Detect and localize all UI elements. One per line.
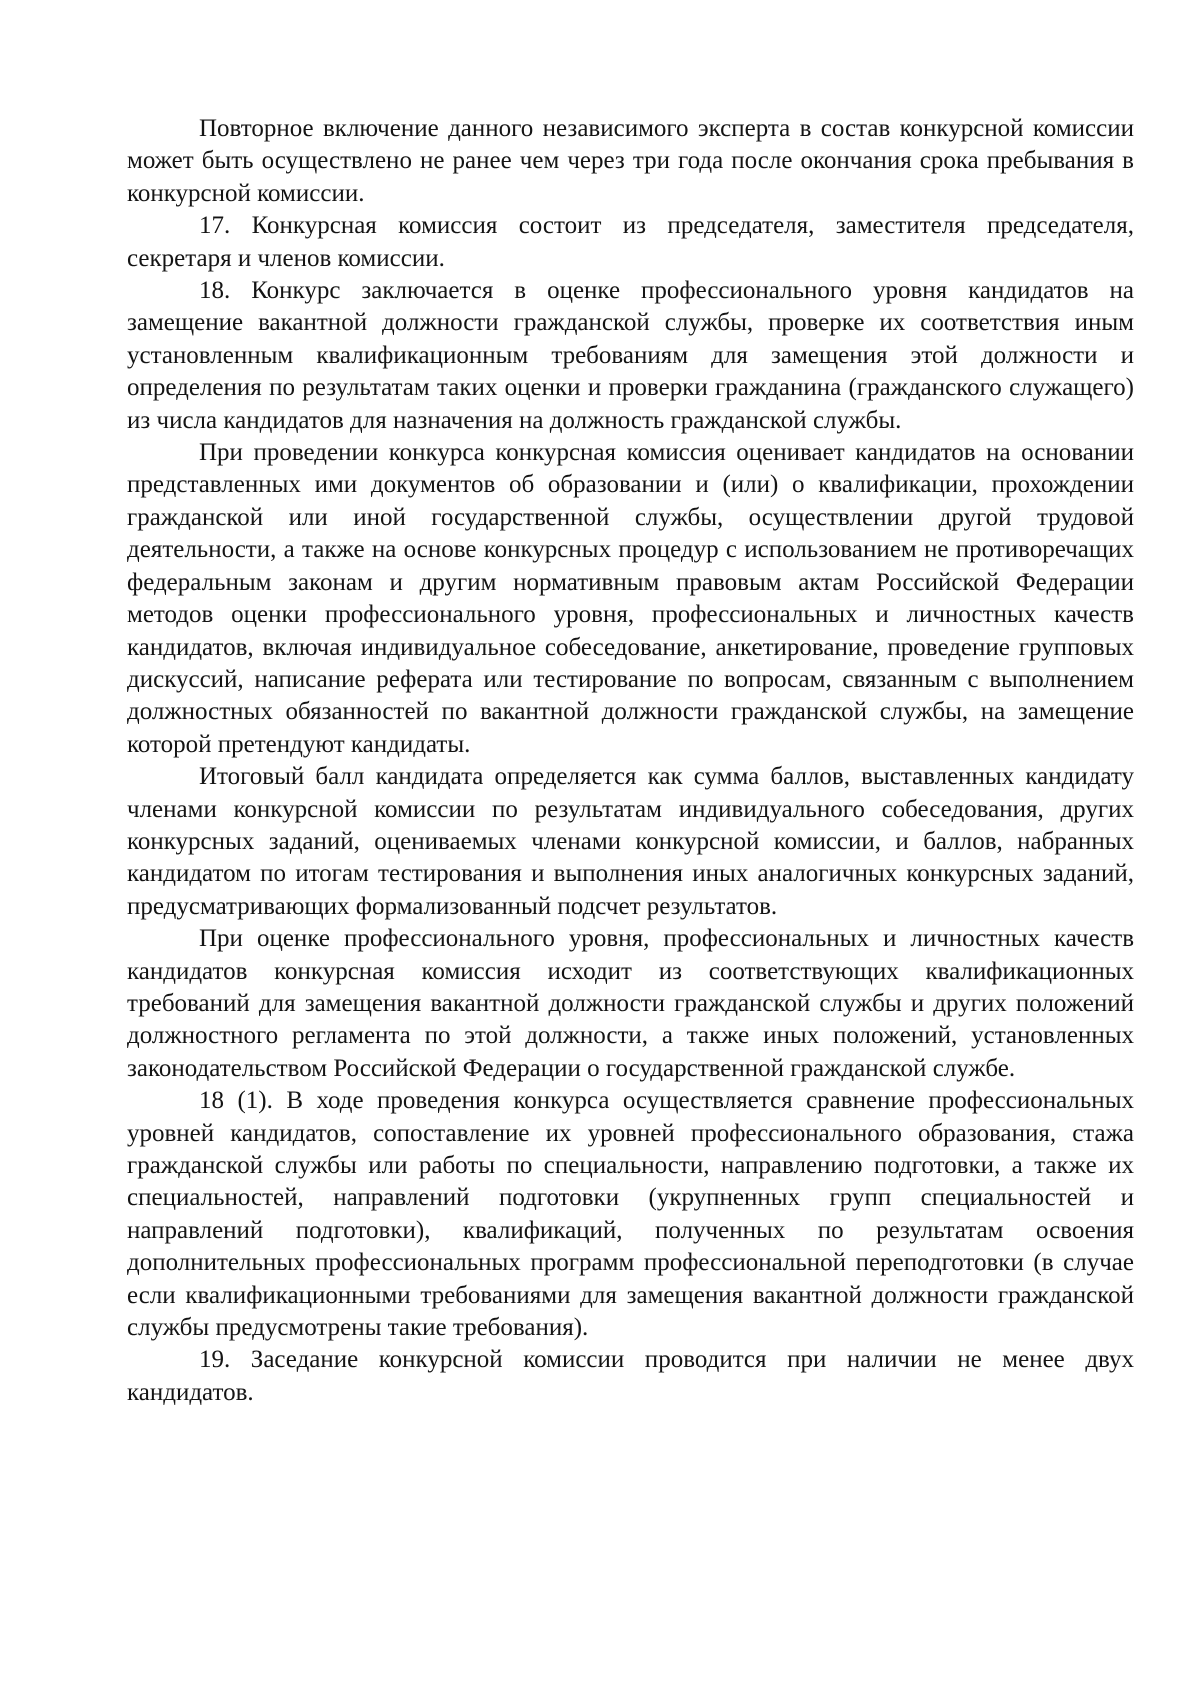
paragraph-expert-reinclusion: Повторное включение данного независимого эксперта в состав конкурсной комиссии может быть осуществлено не ранее чем через три года после окончания срока пребывания в конкурсной комиссии. — [127, 115, 1134, 207]
paragraph-18-competition-essence: 18. Конкурс заключается в оценке профессионального уровня кандидатов на замещение вакантной должности гражданской службы, проверке их соответствия иным установленным квалификационным требованиям для замещения этой должности и определения по результатам таких оценки и проверки гражданина (гражданского служащего) из числа кандидатов для назначения на должность гражданской службы. — [127, 277, 1134, 434]
document-body — [127, 113, 1134, 1409]
paragraph-evaluation-basis: При оценке профессионального уровня, профессиональных и личностных качеств кандидатов конкурсная комиссия исходит из соответствующих квалификационных требований для замещения вакантной должности гражданской службы и других положений должностного регламента по этой должности, а также иных положений, установленных законодательством Российской Федерации о государственной гражданской службе. — [127, 925, 1134, 1082]
paragraph-19-meeting-quorum: 19. Заседание конкурсной комиссии проводится при наличии не менее двух кандидатов. — [127, 1346, 1134, 1406]
paragraph-final-score: Итоговый балл кандидата определяется как сумма баллов, выставленных кандидату членами конкурсной комиссии по результатам индивидуального собеседования, других конкурсных заданий, оцениваемых членами конкурсной комиссии, и баллов, набранных кандидатом по итогам тестирования и выполнения иных аналогичных конкурсных заданий, предусматривающих формализованный подсчет результатов. — [127, 763, 1134, 920]
paragraph-17-commission-composition: 17. Конкурсная комиссия состоит из председателя, заместителя председателя, секретаря и членов комиссии. — [127, 212, 1134, 272]
paragraph-18-1-comparison: 18 (1). В ходе проведения конкурса осуществляется сравнение профессиональных уровней кандидатов, сопоставление их уровней профессионального образования, стажа гражданской службы или работы по специальности, направлению подготовки, а также их специальностей, направлений подготовки (укрупненных групп специальностей и направлений подготовки), квалификаций, полученных по результатам освоения дополнительных профессиональных программ профессиональной переподготовки (в случае если квалификационными требованиями для замещения вакантной должности гражданской службы предусмотрены такие требования). — [127, 1087, 1134, 1342]
paragraph-evaluation-methods: При проведении конкурса конкурсная комиссия оценивает кандидатов на основании представленных ими документов об образовании и (или) о квалификации, прохождении гражданской или иной государственной службы, осуществлении другой трудовой деятельности, а также на основе конкурсных процедур с использованием не противоречащих федеральным законам и другим нормативным правовым актам Российской Федерации методов оценки профессионального уровня, профессиональных и личностных качеств кандидатов, включая индивидуальное собеседование, анкетирование, проведение групповых дискуссий, написание реферата или тестирование по вопросам, связанным с выполнением должностных обязанностей по вакантной должности гражданской службы, на замещение которой претендуют кандидаты. — [127, 439, 1134, 758]
